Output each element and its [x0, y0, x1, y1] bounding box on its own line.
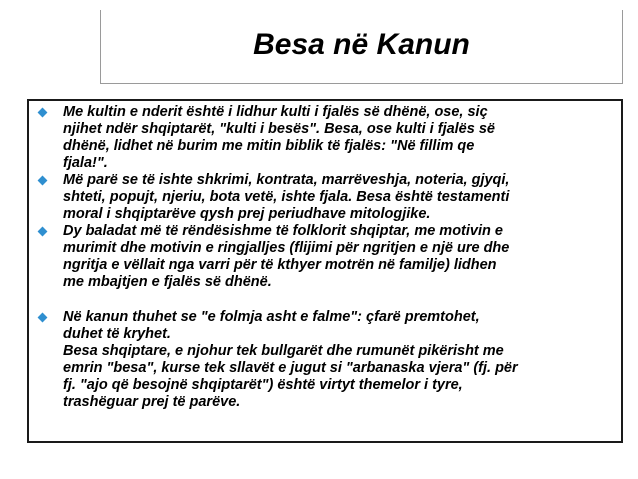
diamond-bullet-icon: [38, 108, 48, 118]
slide-title: Besa në Kanun: [253, 28, 470, 61]
diamond-bullet-icon: [38, 227, 48, 237]
bullet-item: [37, 223, 615, 291]
bullet-item: [37, 172, 615, 223]
content-frame: [27, 99, 623, 443]
bullet-item: [37, 104, 615, 172]
diamond-bullet-icon: [38, 176, 48, 186]
bullet-text: Dy baladat më të rëndësishme të folklorit shqiptar, me motivin e murimit dhe motivin e ringjalljes (flijimi për ngritjen e një ure dhe ngritja e vëllait nga varri për të kthyer motrën në familje) lidhen me mbajtjen e fjalës së dhënë.: [63, 223, 510, 290]
bullet-text: Më parë se të ishte shkrimi, kontrata, marrëveshja, noteria, gjyqi, shteti, popujt, njeriu, bota vetë, ishte fjala. Besa është testamenti moral i shqiptarëve qysh prej periudhave mitologjike.: [63, 172, 510, 222]
diamond-bullet-icon: [38, 313, 48, 323]
bullet-item: [37, 309, 615, 411]
bullet-text: Në kanun thuhet se "e folmja asht e falme": çfarë premtohet, duhet të kryhet. Besa shqiptare, e njohur tek bullgarët dhe rumunët pikërisht me emrin "besa", kurse tek sllavët e jugut si "arbanaska vjera" (fj. për fj. "ajo që besojnë shqiptarët") është virtyt themelor i tyre, trashëguar prej të parëve.: [63, 309, 518, 410]
title-frame: [100, 10, 623, 84]
bullet-list: [37, 104, 615, 411]
bullet-text: Me kultin e nderit është i lidhur kulti i fjalës së dhënë, ose, siç njihet ndër shqiptarët, "kulti i besës". Besa, ose kulti i fjalës së dhënë, lidhet në burim me mitin biblik të fjalës: "Në fillim qe fjala!".: [63, 104, 495, 171]
